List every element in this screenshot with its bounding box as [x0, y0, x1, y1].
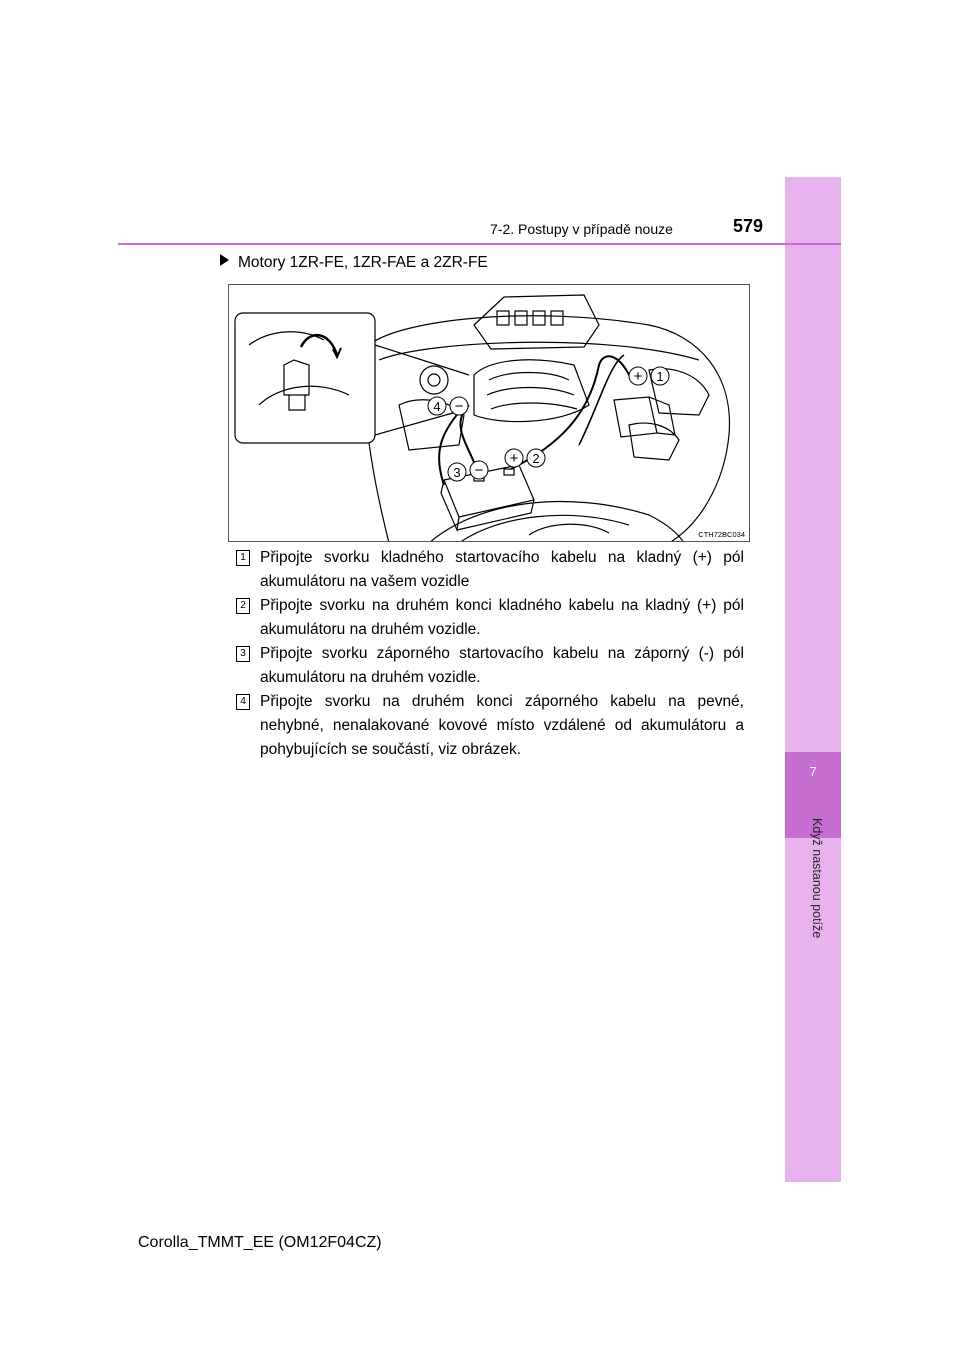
section-title: 7-2. Postupy v případě nouze — [490, 221, 673, 237]
figure-code: CTH72BC034 — [698, 530, 745, 539]
subheading-text: Motory 1ZR-FE, 1ZR-FAE a 2ZR-FE — [238, 254, 488, 271]
svg-text:3: 3 — [453, 465, 461, 480]
page-number: 579 — [733, 216, 764, 236]
svg-text:2: 2 — [532, 451, 540, 466]
chapter-label: Když nastanou potíže — [810, 818, 824, 939]
svg-text:+: + — [509, 450, 519, 467]
step-text: Připojte svorku na druhém konci kladného kabelu na kladný (+) pól akumulátoru na druhém vozidle. — [260, 597, 744, 638]
step-number: 1 — [236, 550, 250, 566]
step-number: 2 — [236, 598, 250, 614]
chapter-number: 7 — [809, 764, 817, 779]
step-text: Připojte svorku kladného startovacího kabelu na kladný (+) pól akumulátoru na vašem vozidle — [260, 549, 744, 590]
svg-text:−: − — [454, 398, 464, 415]
engine-subheading — [220, 254, 488, 272]
svg-text:+: + — [633, 368, 643, 385]
step-number: 4 — [236, 694, 250, 710]
engine-bay-illustration — [228, 284, 750, 542]
chapter-sidebar — [785, 177, 841, 1182]
svg-text:1: 1 — [656, 369, 664, 384]
step-text: Připojte svorku záporného startovacího kabelu na záporný (-) pól akumulátoru na druhém vozidle. — [260, 645, 744, 686]
engine-bay-drawing — [229, 285, 750, 542]
svg-text:−: − — [474, 462, 484, 479]
triangle-bullet-icon — [220, 254, 229, 266]
header-rule — [118, 243, 841, 245]
step-number: 3 — [236, 646, 250, 662]
footer-manual-id: Corolla_TMMT_EE (OM12F04CZ) — [138, 1234, 382, 1251]
svg-text:4: 4 — [433, 399, 441, 414]
step-text: Připojte svorku na druhém konci záporného kabelu na pevné, nehybné, nenalakované kovové místo vzdálené od akumulátoru a pohybujících se součástí, viz obrázek. — [260, 693, 744, 758]
